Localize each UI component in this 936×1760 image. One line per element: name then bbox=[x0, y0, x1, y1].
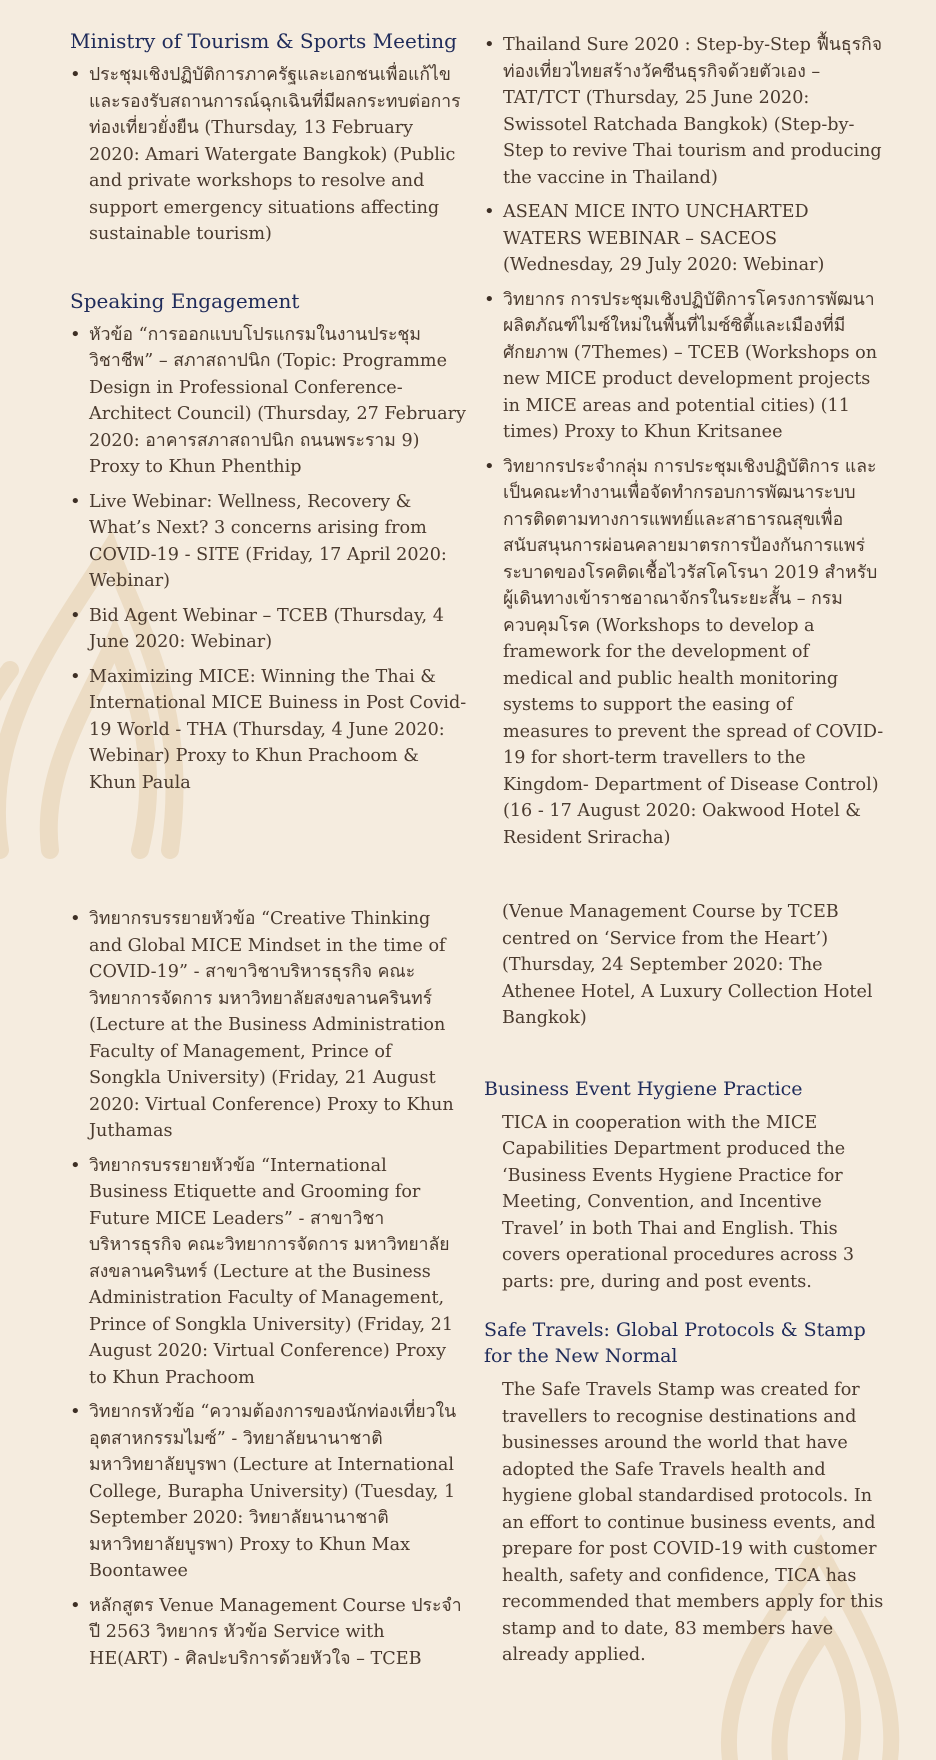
list-item: • Thailand Sure 2020 : Step-by-Step ฟื้นธุรกิจท่องเที่ยวไทยสร้างวัคซีนธุรกิจด้วยตัวเอง – TAT/TCT (Thursday, 25 June 2020: Swissotel Ratchada Bangkok) (Step-by-Step to revive Thai tourism and producing the vaccine in Thailand) bbox=[484, 32, 884, 191]
page2-right-column bbox=[484, 899, 884, 1669]
list-item: • Bid Agent Webinar – TCEB (Thursday, 4 June 2020: Webinar) bbox=[70, 603, 468, 656]
safe-travels-body: The Safe Travels Stamp was created for travellers to recognise destinations and businesses around the world that have adopted the Safe Travels health and hygiene global standardised protocols. In an effort to continue business events, and prepare for post COVID-19 with customer health, safety and confidence, TICA has recommended that members apply for this stamp and to date, 83 members have already applied. bbox=[502, 1380, 884, 1665]
list-item: • หัวข้อ “การออกแบบโปรแกรมในงานประชุมวิชาชีพ” – สภาสถาปนิก (Topic: Programme Design in Professional Conference-Architect Council) (Thursday, 27 February 2020: อาคารสภาสถาปนิก ถนนพระราม 9) Proxy to Khun Phenthip bbox=[70, 322, 468, 481]
list-item-continuation: (Venue Management Course by TCEB centred on ‘Service from the Heart’) (Thursday, 24 September 2020: The Athenee Hotel, A Luxury Collection Hotel Bangkok) bbox=[502, 902, 873, 1028]
list-item: • วิทยากร การประชุมเชิงปฏิบัติการโครงการพัฒนาผลิตภัณฑ์ไมซ์ใหม่ในพื้นที่ไมซ์ซิตี้และเมืองที่มีศักยภาพ (7Themes) – TCEB (Workshops on new MICE product development projects in MICE areas and potential cities) (11 times) Proxy to Khun Kritsanee bbox=[484, 287, 884, 446]
page1-right-column bbox=[484, 32, 884, 859]
speaking-heading: Speaking Engagement bbox=[70, 288, 300, 313]
list-item: • วิทยากรประจำกลุ่ม การประชุมเชิงปฏิบัติการ และเป็นคณะทำงานเพื่อจัดทำกรอบการพัฒนาระบบการติดตามทางการแพทย์และสาธารณสุขเพื่อสนับสนุนการผ่อนคลายมาตรการป้องกันการแพร่ระบาดของโรคติดเชื้อไวรัสโคโรนา 2019 สำหรับผู้เดินทางเข้าราชอาณาจักรในระยะสั้น – กรมควบคุมโรค (Workshops to develop a framework for the development of medical and public health monitoring systems to support the easing of measures to prevent the spread of COVID-19 for short-term travellers to the Kingdom- Department of Disease Control) (16 - 17 August 2020: Oakwood Hotel & Resident Sriracha) bbox=[484, 454, 884, 852]
speaking-list-continued bbox=[484, 32, 884, 851]
list-item: • หลักสูตร Venue Management Course ประจำปี 2563 วิทยากร หัวข้อ Service with HE(ART) - ศิลปะบริการด้วยหัวใจ – TCEB bbox=[70, 1593, 468, 1673]
speaking-list bbox=[70, 322, 468, 797]
ministry-heading: Ministry of Tourism & Sports Meeting bbox=[70, 29, 457, 53]
page2-left-column bbox=[70, 906, 468, 1680]
list-item: • Live Webinar: Wellness, Recovery & What’s Next? 3 concerns arising from COVID-19 - SITE (Friday, 17 April 2020: Webinar) bbox=[70, 489, 468, 595]
list-item: • วิทยากรหัวข้อ “ความต้องการของนักท่องเที่ยวในอุตสาหกรรมไมซ์” - วิทยาลัยนานาชาติ มหาวิทยาลัยบูรพา (Lecture at International College, Burapha University) (Tuesday, 1 September 2020: วิทยาลัยนานาชาติ มหาวิทยาลัยบูรพา) Proxy to Khun Max Boontawee bbox=[70, 1399, 468, 1585]
list-item: • ASEAN MICE INTO UNCHARTED WATERS WEBINAR – SACEOS (Wednesday, 29 July 2020: Webinar) bbox=[484, 199, 884, 279]
page1-left-column bbox=[70, 28, 468, 804]
lecture-list bbox=[70, 906, 468, 1672]
ministry-list bbox=[70, 62, 468, 248]
safe-travels-heading: Safe Travels: Global Protocols & Stamp for the New Normal bbox=[484, 1319, 866, 1367]
hygiene-body: TICA in cooperation with the MICE Capabilities Department produced the ‘Business Events Hygiene Practice for Meeting, Convention, and Incentive Travel’ in both Thai and English. This covers operational procedures across 3 parts: pre, during and post events. bbox=[502, 1112, 855, 1292]
list-item: • วิทยากรบรรยายหัวข้อ “International Business Etiquette and Grooming for Future MICE Leaders” - สาขาวิชาบริหารธุรกิจ คณะวิทยาการจัดการ มหาวิทยาลัยสงขลานครินทร์ (Lecture at the Business Administration Faculty of Management, Prince of Songkla University) (Friday, 21 August 2020: Virtual Conference) Proxy to Khun Prachoom bbox=[70, 1153, 468, 1392]
hygiene-heading: Business Event Hygiene Practice bbox=[484, 1077, 803, 1100]
list-item: • Maximizing MICE: Winning the Thai & International MICE Buiness in Post Covid-19 World - THA (Thursday, 4 June 2020: Webinar) Proxy to Khun Prachoom & Khun Paula bbox=[70, 664, 468, 797]
list-item: • ประชุมเชิงปฏิบัติการภาครัฐและเอกชนเพื่อแก้ไขและรองรับสถานการณ์ฉุกเฉินที่มีผลกระทบต่อการท่องเที่ยวยั่งยืน (Thursday, 13 February 2020: Amari Watergate Bangkok) (Public and private workshops to resolve and support emergency situations affecting sustainable tourism) bbox=[70, 62, 468, 248]
list-item: • วิทยากรบรรยายหัวข้อ “Creative Thinking and Global MICE Mindset in the time of COVID-19” - สาขาวิชาบริหารธุรกิจ คณะวิทยาการจัดการ มหาวิทยาลัยสงขลานครินทร์ (Lecture at the Business Administration Faculty of Management, Prince of Songkla University) (Friday, 21 August 2020: Virtual Conference) Proxy to Khun Juthamas bbox=[70, 906, 468, 1145]
